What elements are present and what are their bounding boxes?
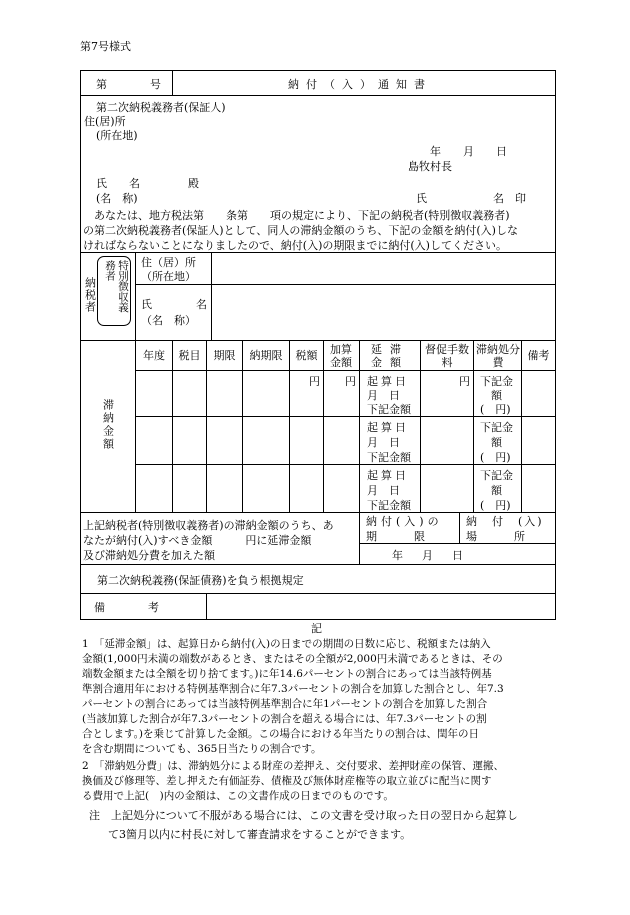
header-delay-amount: 延滞金額 xyxy=(371,342,409,369)
payment-place-label-2: 場 所 xyxy=(466,530,526,543)
header-disposal-cost: 滞納処分費 xyxy=(476,342,520,369)
disposal-yen: ( 円) xyxy=(480,499,511,512)
arrears-row-label: 滞納金額 xyxy=(101,399,115,451)
delay-amount-below: 下記金額 xyxy=(367,403,411,416)
document-title: 納付（入）通知書 xyxy=(288,78,432,91)
payment-date: 年 月 日 xyxy=(392,549,467,562)
yen-unit-additional: 円 xyxy=(345,375,356,388)
addressee-title-label: (名 称) xyxy=(96,192,138,205)
header-fiscal-year: 年度 xyxy=(143,349,165,362)
delay-amount-below: 下記金額 xyxy=(367,499,411,512)
disposal-amount-suffix: 額 xyxy=(491,389,502,402)
intro-line-1: あなたは、地方税法第 条第 項の規定により、下記の納税者(特別徴収義務者) xyxy=(94,209,510,222)
issuer-name: 島牧村長 xyxy=(408,160,452,173)
note-1-line-1: 1 「延滞金額」は、起算日から納付(入)の日までの期間の日数に応じ、税額または納入 xyxy=(82,638,491,650)
disposal-amount-suffix: 額 xyxy=(491,436,502,449)
delay-month-day: 月 日 xyxy=(367,484,400,497)
summary-line-2: なたが納付(入)すべき金額 円に延滞金額 xyxy=(83,534,312,547)
note-1-line-6: (当該加算した割合が年7.3パーセントの割合を超える場合には、年7.3パーセントの割 xyxy=(82,713,487,725)
yen-unit-tax: 円 xyxy=(309,375,320,388)
taxpayer-location-label: （所在地） xyxy=(141,270,196,283)
appeal-note-line-2: て3箇月以内に村長に対して審査請求をすることができます。 xyxy=(108,828,412,841)
payment-place-label: 納 付 (入) xyxy=(466,515,544,528)
delay-month-day: 月 日 xyxy=(367,389,400,402)
form-label: 第7号様式 xyxy=(80,40,131,53)
header-demand-fee: 督促手数料 xyxy=(425,342,469,369)
header-period: 期限 xyxy=(213,349,236,362)
disposal-amount-below: 下記金 xyxy=(480,421,513,434)
taxpayer-title-label: （名 称） xyxy=(141,314,196,327)
frame-left xyxy=(80,70,81,620)
header-remarks: 備考 xyxy=(527,349,550,362)
note-2-line-1: 2 「滞納処分費」は、滞納処分による財産の差押え、交付要求、差押財産の保管、運搬、 xyxy=(82,760,505,772)
note-2-line-3: る費用で上記( )内の金額は、この文書作成の日までのものです。 xyxy=(82,790,394,802)
addressee-role: 第二次納税義務者(保証人) xyxy=(96,101,226,114)
addressee-address-label: 住(居)所 xyxy=(84,115,126,128)
special-collector-label: 特別徴収義務者 xyxy=(104,260,129,313)
basis-label: 第二次納税義務(保証債務)を負う根拠規定 xyxy=(97,574,304,587)
appeal-note-line-1: 注 上記処分について不服がある場合には、この文書を受け取った日の翌日から起算し xyxy=(89,809,518,822)
header-tax-amount: 税額 xyxy=(295,349,318,362)
honorific-label: 殿 xyxy=(188,177,199,190)
summary-line-3: 及び滞納処分費を加えた額 xyxy=(83,549,215,562)
disposal-yen: ( 円) xyxy=(480,403,511,416)
disposal-amount-below: 下記金 xyxy=(480,469,513,482)
notes-heading: 記 xyxy=(311,622,322,635)
summary-line-1: 上記納税者(特別徴収義務者)の滞納金額のうち、あ xyxy=(83,519,334,532)
seal-label: 氏 名 印 xyxy=(416,192,526,205)
payment-deadline-label: 納付(入)の xyxy=(366,515,443,528)
frame-top xyxy=(80,70,556,71)
disposal-amount-below: 下記金 xyxy=(480,375,513,388)
addressee-location-label: (所在地) xyxy=(96,129,138,142)
remarks-label: 備 考 xyxy=(94,601,166,614)
note-1-line-4: 準割合適用年における特例基準割合に年7.3パーセントの割合を加算した割合とし、年7.3 xyxy=(82,683,504,695)
note-1-line-8: を含む期間についても、365日当たりの割合です。 xyxy=(82,743,322,755)
frame-right xyxy=(555,70,556,620)
note-2-line-2: 換価及び修理等、差し押えた有価証券、債権及び無体財産権等の取立並びに配当に関す xyxy=(82,775,492,787)
disposal-amount-suffix: 額 xyxy=(491,484,502,497)
payment-deadline-label-2: 期 限 xyxy=(366,530,426,543)
header-due-date: 納期限 xyxy=(249,349,283,362)
issue-date: 年 月 日 xyxy=(430,145,507,158)
delay-start-date: 起算日 xyxy=(367,421,409,434)
number-label: 第 号 xyxy=(96,78,168,91)
delay-month-day: 月 日 xyxy=(367,436,400,449)
header-additional-amount: 加算金額 xyxy=(330,342,352,369)
delay-start-date: 起算日 xyxy=(367,469,409,482)
taxpayer-address-label: 住（居）所 xyxy=(141,256,196,269)
disposal-yen: ( 円) xyxy=(480,451,511,464)
delay-amount-below: 下記金額 xyxy=(367,451,411,464)
taxpayer-label: 納税者 xyxy=(83,277,97,313)
yen-unit-demand-fee: 円 xyxy=(459,375,470,388)
intro-line-2: の第二次納税義務者(保証人)として、同人の滞納金額のうち、下記の金額を納付(入)しな xyxy=(83,224,518,237)
taxpayer-name-label: 氏 名 xyxy=(141,298,207,311)
note-1-line-3: 端数金額または全額を切り捨てます。)に年14.6パーセントの割合にあっては当該特例基 xyxy=(82,668,492,680)
note-1-line-7: 合とします。)を乗じて計算した金額。この場合における年当たりの割合は、閏年の日 xyxy=(82,728,480,740)
note-1-line-2: 金額(1,000円未満の端数があるとき、またはその全額が2,000円未満であるときは、その xyxy=(82,653,503,665)
header-tax-item: 税目 xyxy=(178,349,201,362)
addressee-name-label: 氏 名 xyxy=(96,177,140,190)
note-1-line-5: パーセントの割合にあっては当該特例基準割合に年1パーセントの割合を加算した割合 xyxy=(82,698,488,710)
delay-start-date: 起算日 xyxy=(367,375,409,388)
intro-line-3: ければならないことになりましたので、納付(入)の期限までに納付(入)してください。 xyxy=(83,239,507,252)
